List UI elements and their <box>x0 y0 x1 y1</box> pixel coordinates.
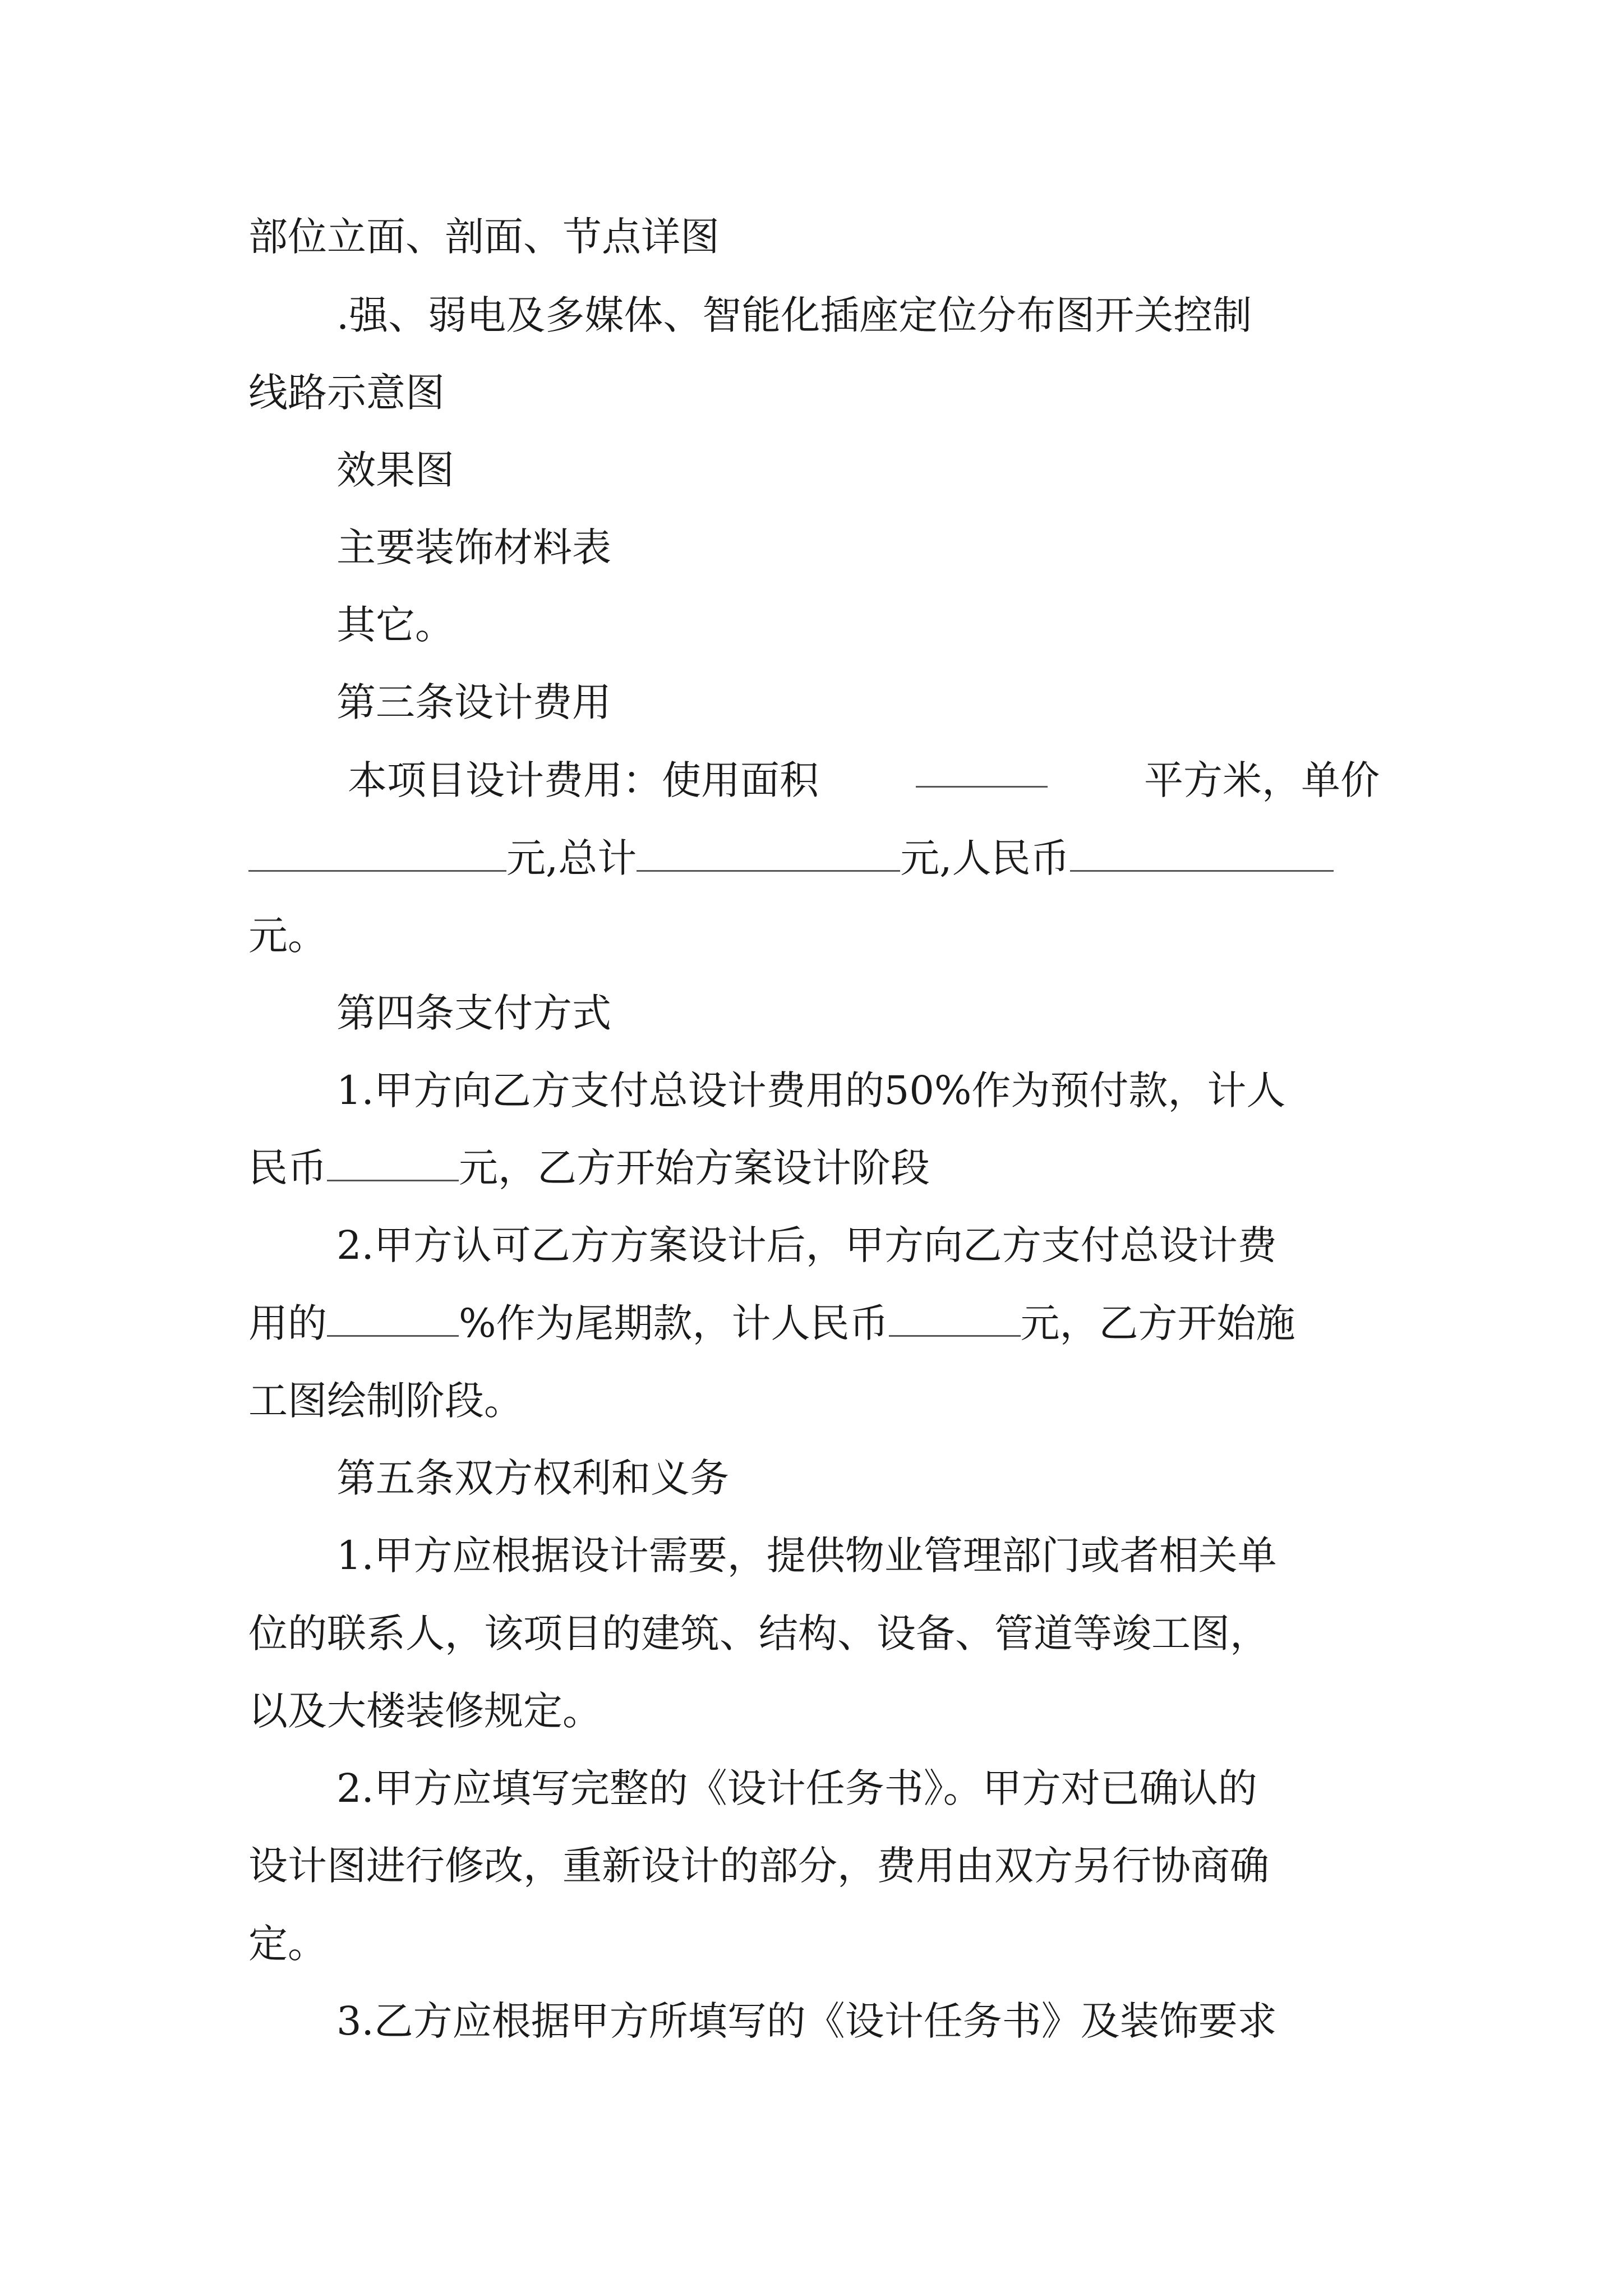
text-line: 以及大楼装修规定。 <box>248 1688 602 1734</box>
text-line: 3.乙方应根据甲方所填写的《设计任务书》及装饰要求 <box>336 1998 1277 2044</box>
area-blank[interactable] <box>916 747 1048 788</box>
text-line: 2.甲方认可乙方方案设计后，甲方向乙方支付总设计费 <box>336 1222 1277 1268</box>
payment-p1-prefix: 民币 <box>248 1145 327 1191</box>
payment-p2-prefix: 用的 <box>248 1300 327 1346</box>
payment-p1-suffix: 元，乙方开始方案设计阶段 <box>459 1145 930 1191</box>
text-line: 其它。 <box>336 602 454 648</box>
section-heading: 第五条双方权利和义务 <box>336 1455 729 1501</box>
fee-unit-price-suffix: 元,总计 <box>506 835 637 881</box>
final-amount-blank[interactable] <box>889 1296 1021 1337</box>
text-line: 主要装饰材料表 <box>336 524 611 570</box>
text-line: 效果图 <box>336 447 454 493</box>
total-blank[interactable] <box>637 831 900 872</box>
text-line: 1.甲方向乙方支付总设计费用的50%作为预付款，计人 <box>336 1068 1286 1114</box>
payment-p2-suffix: 元，乙方开始施 <box>1020 1300 1295 1346</box>
text-line: 定。 <box>248 1921 327 1967</box>
text-line: 1.甲方应根据设计需要，提供物业管理部门或者相关单 <box>336 1533 1277 1579</box>
section-heading: 第三条设计费用 <box>336 679 611 725</box>
text-line: 工图绘制阶段。 <box>248 1378 523 1424</box>
fee-area-unit: 平方米，单价 <box>1144 757 1380 803</box>
fee-intro: 本项目设计费用：使用面积 <box>348 757 819 803</box>
text-line: 设计图进行修改，重新设计的部分，费用由双方另行协商确 <box>248 1843 1269 1889</box>
fee-line-2 <box>248 825 1334 892</box>
fee-line-1 <box>348 747 1380 814</box>
text-line: 2.甲方应填写完整的《设计任务书》。甲方对已确认的 <box>336 1765 1257 1811</box>
rmb-blank[interactable] <box>1070 831 1334 872</box>
final-percent-blank[interactable] <box>327 1296 459 1337</box>
text-line: 部位立面、剖面、节点详图 <box>248 214 720 260</box>
text-line: 位的联系人，该项目的建筑、结构、设备、管道等竣工图， <box>248 1611 1269 1657</box>
payment-line-4 <box>248 1290 1295 1357</box>
payment-line-2 <box>248 1134 930 1202</box>
unit-price-blank[interactable] <box>248 831 506 872</box>
fee-total-suffix: 元,人民币 <box>900 835 1070 881</box>
prepay-amount-blank[interactable] <box>327 1140 459 1181</box>
fee-line-3: 元。 <box>248 913 327 959</box>
text-line: 线路示意图 <box>248 370 445 416</box>
text-line: .强、弱电及多媒体、智能化插座定位分布图开关控制 <box>336 292 1252 338</box>
section-heading: 第四条支付方式 <box>336 990 611 1036</box>
payment-p2-mid: %作为尾期款，计人民币 <box>459 1300 889 1346</box>
